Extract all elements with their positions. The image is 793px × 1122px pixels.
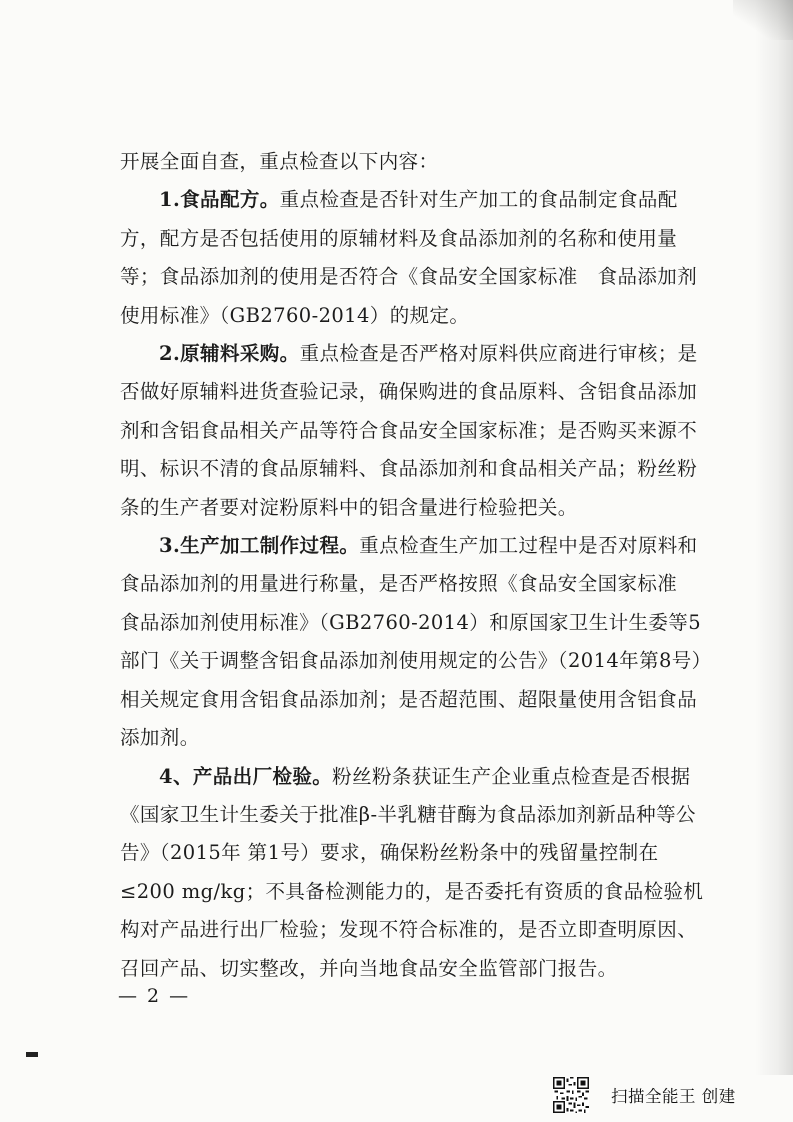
document-body — [120, 143, 710, 988]
section-heading: 3.生产加工制作过程。 — [159, 534, 360, 558]
section-production-process — [120, 527, 710, 757]
section-body: 重点检查生产加工过程中是否对原料和食品添加剂的用量进行称量，是否严格按照《食品安全国家标准 食品添加剂使用标准》（GB2760-2014）和原国家卫生计生委等5部门《关于调整含铝食品添加剂使用规定的公告》（2014年第8号）相关规定食用含铝食品添加剂；是否超范围、超限量使用含铝食品添加剂。 — [120, 534, 702, 750]
section-raw-material-purchase — [120, 335, 710, 527]
section-body: 重点检查是否严格对原料供应商进行审核；是否做好原辅料进货查验记录，确保购进的食品原料、含铝食品添加剂和含铝食品相关产品等符合食品安全国家标准；是否购买来源不明、标识不清的食品原辅料、食品添加剂和食品相关产品；粉丝粉条的生产者要对淀粉原料中的铝含量进行检验把关。 — [120, 342, 698, 519]
section-body: 重点检查是否针对生产加工的食品制定食品配方，配方是否包括使用的原辅材料及食品添加剂的名称和使用量等；食品添加剂的使用是否符合《食品安全国家标准 食品添加剂使用标准》（GB2760-2014）的规定。 — [120, 188, 698, 327]
section-body: 粉丝粉条获证生产企业重点检查是否根据《国家卫生计生委关于批准β-半乳糖苷酶为食品添加剂新品种等公告》（2015年 第1号）要求，确保粉丝粉条中的残留量控制在≤200 mg/kg；不具备检测能力的，是否委托有资质的食品检验机构对产品进行出厂检验；发现不符合标准的，是否立即查明原因、召回产品、切实整改，并向当地食品安全监管部门报告。 — [120, 764, 704, 980]
scan-shadow-corner — [733, 0, 793, 40]
section-heading: 2.原辅料采购。 — [159, 342, 300, 366]
scanner-watermark — [553, 1077, 783, 1113]
section-heading: 4、产品出厂检验。 — [159, 764, 333, 788]
qr-code-icon — [553, 1077, 589, 1113]
scan-shadow-edge — [755, 0, 793, 1075]
scanner-label: 扫描全能王 创建 — [611, 1087, 736, 1106]
page-number: — 2 — — [118, 985, 191, 1007]
scan-mark — [26, 1052, 38, 1057]
intro-line: 开展全面自查，重点检查以下内容： — [120, 150, 439, 173]
section-heading: 1.食品配方。 — [159, 188, 280, 212]
section-factory-inspection — [120, 758, 710, 988]
section-food-formula — [120, 181, 710, 335]
